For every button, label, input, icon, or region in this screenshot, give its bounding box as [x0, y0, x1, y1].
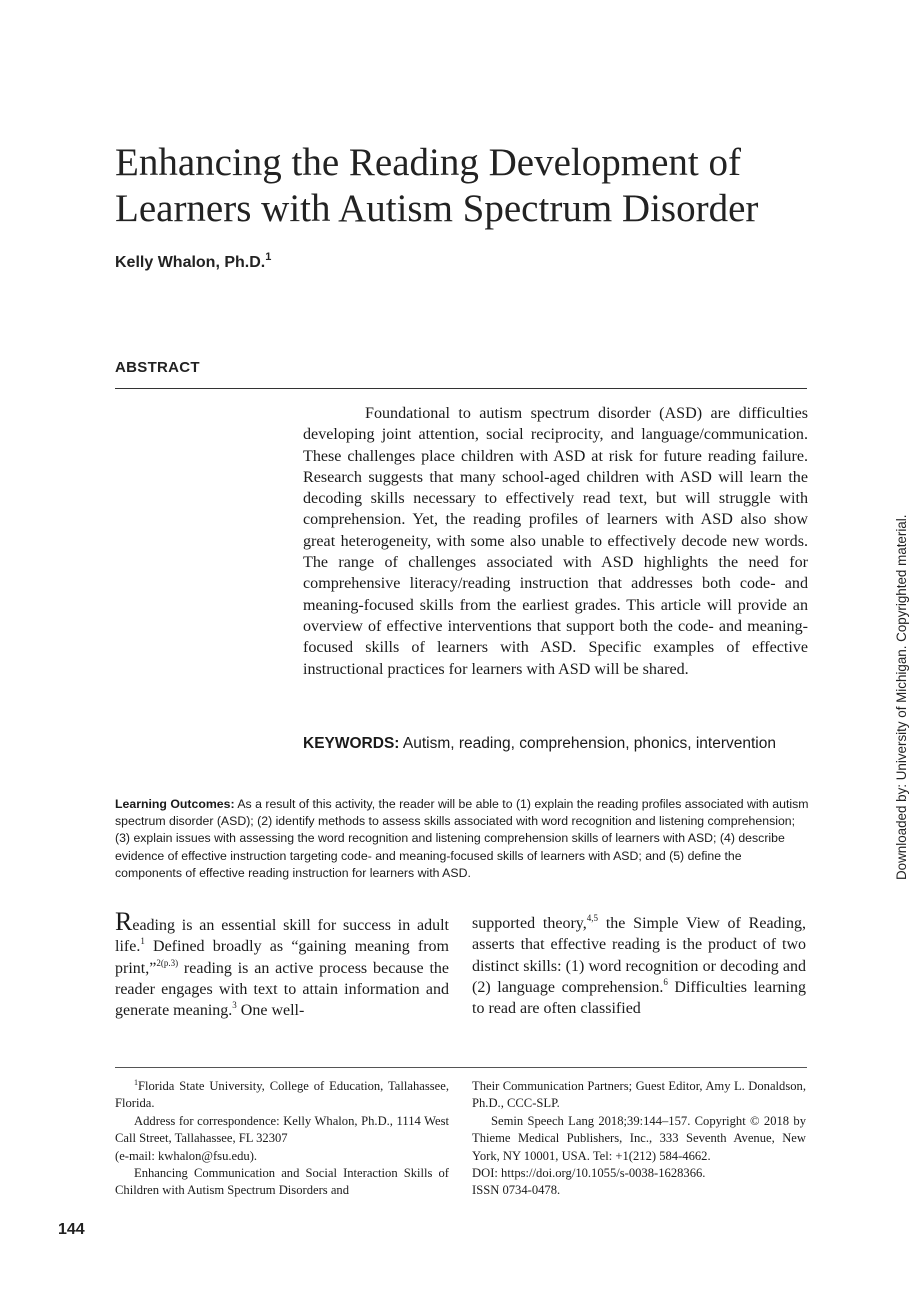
- footnotes-left: [115, 1078, 449, 1200]
- affiliation-marker: 1: [134, 1078, 138, 1087]
- body-column-right: [472, 913, 806, 1019]
- body-column-left: [115, 907, 449, 1021]
- drop-cap: R: [115, 907, 133, 936]
- citation-marker: 4,5: [586, 913, 598, 923]
- keywords-text: Autism, reading, comprehension, phonics, intervention: [402, 735, 776, 752]
- footnote-email: (e-mail: kwhalon@fsu.edu).: [115, 1148, 258, 1163]
- author-affiliation-marker: 1: [265, 251, 272, 263]
- keywords-label: KEYWORDS:: [303, 735, 400, 752]
- title-line-2: Learners with Autism Spectrum Disorder: [115, 187, 759, 230]
- footnote-citation: Semin Speech Lang 2018;39:144–157. Copyright © 2018 by Thieme Medical Publishers, Inc., 333 Seventh Avenue, New York, NY 10001, USA. Tel: +1(212) 584-4662.: [472, 1113, 806, 1163]
- footnote-doi: DOI: https://doi.org/10.1055/s-0038-1628366.: [472, 1166, 706, 1181]
- body-text: Difficulties learning to read are often classified: [472, 978, 806, 1018]
- citation-marker: 6: [663, 976, 668, 987]
- body-text: Defined broadly as “gaining meaning from print,”: [115, 938, 449, 977]
- footnotes-right: [472, 1078, 806, 1200]
- title-line-1: Enhancing the Reading Development of: [115, 141, 741, 184]
- learning-outcomes-label: Learning Outcomes:: [115, 797, 235, 811]
- abstract-text: Foundational to autism spectrum disorder (ASD) are difficulties developing joint attention, social reciprocity, and language/communication. These challenges place children with ASD at risk for future reading failure. Research suggests that many school-aged children with ASD will learn the decoding skills necessary to effectively read text, but will struggle with comprehension. Yet, the reading profiles of learners with ASD also show great heterogeneity, with some also unable to effectively decode new words. The range of challenges associated with ASD highlights the need for comprehensive literacy/reading instruction that addresses both code- and meaning-focused skills from the earliest grades. This article will provide an overview of effective interventions that support both the code- and meaning-focused skills of learners with ASD. Specific examples of effective instructional practices for learners with ASD will be shared.: [303, 405, 808, 678]
- body-text: reading is an active process because the reader engages with text to attain information and generate meaning.: [115, 959, 449, 1020]
- abstract-heading: ABSTRACT: [115, 359, 200, 376]
- citation-marker: 3: [232, 1000, 237, 1011]
- footnote-issue-continued: Their Communication Partners; Guest Editor, Amy L. Donaldson, Ph.D., CCC-SLP.: [472, 1079, 806, 1111]
- author-name: [115, 251, 271, 272]
- learning-outcomes-text: As a result of this activity, the reader will be able to (1) explain the reading profiles associated with autism spectrum disorder (ASD); (2) identify methods to assess skills associated with word recognition and listening comprehension; (3) explain issues with assessing the word recognition and listening comprehension skills of learners with ASD; (4) describe evidence of effective instruction targeting code- and meaning-focused skills of learners with ASD; and (5) define the components of effective reading instruction for learners with ASD.: [115, 797, 809, 880]
- body-text: supported theory,: [472, 915, 587, 932]
- article-title: [115, 140, 815, 232]
- citation-marker: 1: [140, 936, 145, 947]
- citation-marker: 2(p.3): [156, 957, 179, 968]
- keywords: [303, 733, 808, 754]
- body-text: the Simple View of Reading, asserts that effective reading is the product of two distinct skills: (1) word recognition or decoding and (2) language comprehension.: [472, 915, 806, 996]
- footnote-correspondence: Address for correspondence: Kelly Whalon, Ph.D., 1114 West Call Street, Tallahassee, FL 32307: [115, 1113, 449, 1146]
- body-text: One well-: [236, 1002, 305, 1020]
- footnote-issn: ISSN 0734-0478.: [472, 1183, 561, 1198]
- author-text: Kelly Whalon, Ph.D.: [115, 254, 266, 271]
- body-text: eading is an essential skill for success in adult life.: [115, 917, 449, 956]
- abstract-divider: [115, 388, 807, 389]
- footnote-affiliation: [115, 1078, 449, 1113]
- footnote-divider: [115, 1067, 807, 1068]
- affiliation-text: Florida State University, College of Education, Tallahassee, Florida.: [115, 1079, 449, 1111]
- page-number: 144: [58, 1221, 85, 1238]
- download-notice: Downloaded by: University of Michigan. Copyrighted material.: [894, 514, 909, 880]
- learning-outcomes: [115, 796, 809, 882]
- footnote-issue: Enhancing Communication and Social Interaction Skills of Children with Autism Spectrum Disorders and: [115, 1166, 449, 1198]
